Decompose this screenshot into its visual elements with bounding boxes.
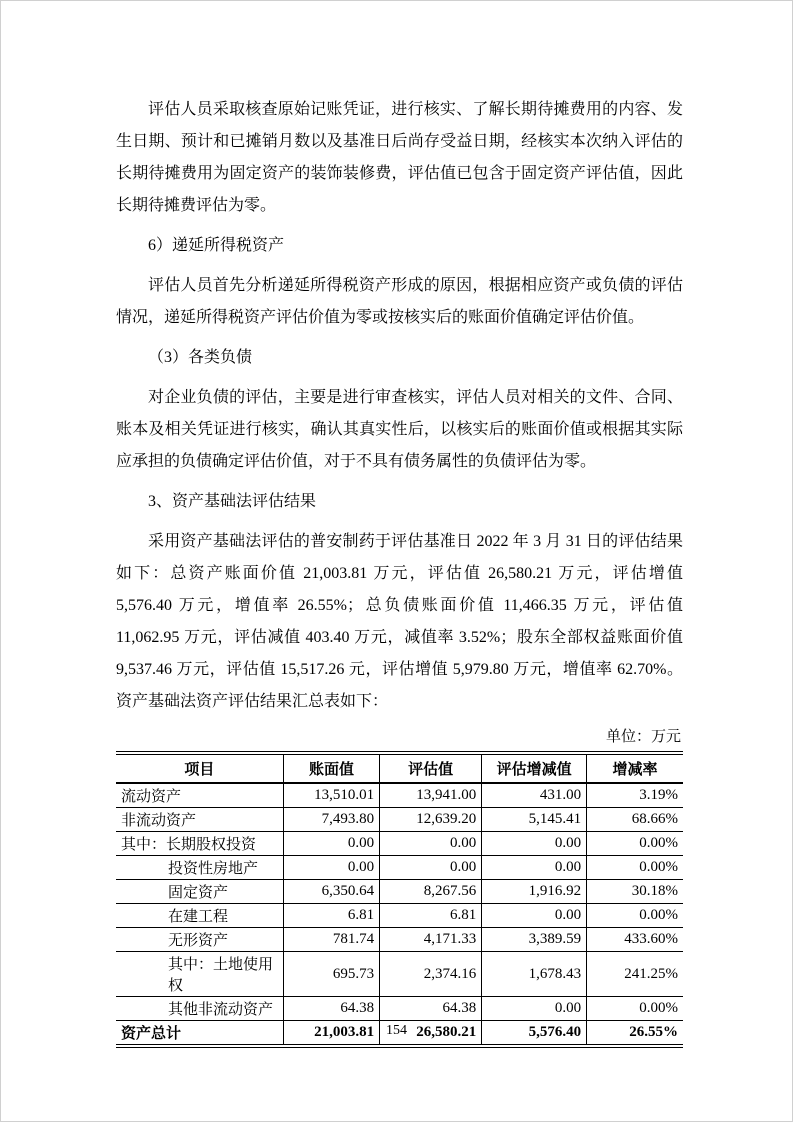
cell-item: 非流动资产 [116, 808, 283, 832]
cell-chg: 0.00 [482, 856, 587, 880]
asset-valuation-summary-table [116, 751, 683, 1048]
cell-rate: 3.19% [587, 783, 683, 808]
paragraph-asset-based-results: 采用资产基础法评估的普安制药于评估基准日 2022 年 3 月 31 日的评估结果如下：总资产账面价值 21,003.81 万元，评估值 26,580.21 万元，评估增值 5,576.40 万元，增值率 26.55%；总负债账面价值 11,466.35 万元，评估值 11,062.95 万元，评估减值 403.40 万元，减值率 3.52%；股东全部权益账面价值 9,537.46 万元，评估值 15,517.26 元，评估增值 5,979.80 万元，增值率 62.70%。资产基础法资产评估结果汇总表如下： [116, 533, 683, 710]
table-row-current-assets [116, 783, 683, 808]
cell-appr: 26,580.21 [380, 1021, 482, 1047]
header-book-value: 账面值 [283, 753, 379, 783]
page-content [116, 94, 683, 1048]
cell-chg: 0.00 [482, 997, 587, 1021]
cell-appr: 6.81 [380, 904, 482, 928]
paragraph-deferred-tax-assets: 评估人员首先分析递延所得税资产形成的原因，根据相应资产或负债的评估情况，递延所得税资产评估价值为零或按核实后的账面价值确定评估价值。 [116, 277, 683, 326]
cell-rate: 68.66% [587, 808, 683, 832]
cell-rate: 0.00% [587, 856, 683, 880]
cell-item: 其中：长期股权投资 [116, 832, 283, 856]
cell-book: 7,493.80 [283, 808, 379, 832]
cell-item: 投资性房地产 [116, 856, 283, 880]
table-row-fixed-assets [116, 880, 683, 904]
cell-chg: 1,916.92 [482, 880, 587, 904]
table-row-land-use-rights [116, 952, 683, 997]
header-item: 项目 [116, 753, 283, 783]
cell-book: 13,510.01 [283, 783, 379, 808]
table-row-other-noncurrent-assets [116, 997, 683, 1021]
table-row-long-term-equity-investment [116, 832, 683, 856]
cell-book: 6.81 [283, 904, 379, 928]
cell-appr: 2,374.16 [380, 952, 482, 997]
paragraph-prepaid-expenses: 评估人员采取核查原始记账凭证，进行核实、了解长期待摊费用的内容、发生日期、预计和已摊销月数以及基准日后尚存受益日期，经核实本次纳入评估的长期待摊费用为固定资产的装饰装修费，评估值已包含于固定资产评估值，因此长期待摊费评估为零。 [116, 101, 683, 214]
cell-book: 64.38 [283, 997, 379, 1021]
cell-appr: 0.00 [380, 832, 482, 856]
table-unit-label: 单位：万元 [605, 729, 681, 745]
header-change-rate: 增减率 [587, 753, 683, 783]
cell-chg: 431.00 [482, 783, 587, 808]
cell-appr: 8,267.56 [380, 880, 482, 904]
cell-chg: 3,389.59 [482, 928, 587, 952]
cell-book: 6,350.64 [283, 880, 379, 904]
cell-book: 695.73 [283, 952, 379, 997]
paragraph-liabilities-valuation: 对企业负债的评估，主要是进行审查核实，评估人员对相关的文件、合同、账本及相关凭证进行核实，确认其真实性后，以核实后的账面价值或根据其实际应承担的负债确定评估价值，对于不具有债务属性的负债评估为零。 [116, 389, 683, 470]
cell-appr: 4,171.33 [380, 928, 482, 952]
cell-rate: 26.55% [587, 1021, 683, 1047]
cell-rate: 241.25% [587, 952, 683, 997]
cell-chg: 5,145.41 [482, 808, 587, 832]
cell-appr: 64.38 [380, 997, 482, 1021]
cell-appr: 13,941.00 [380, 783, 482, 808]
heading-asset-based-results: 3、资产基础法评估结果 [148, 493, 317, 510]
cell-book: 21,003.81 [283, 1021, 379, 1047]
cell-item: 固定资产 [116, 880, 283, 904]
cell-book: 781.74 [283, 928, 379, 952]
cell-chg: 5,576.40 [482, 1021, 587, 1047]
cell-appr: 12,639.20 [380, 808, 482, 832]
cell-rate: 0.00% [587, 997, 683, 1021]
cell-item: 其中：土地使用权 [116, 952, 283, 997]
cell-chg: 0.00 [482, 904, 587, 928]
heading-deferred-tax-assets: 6）递延所得税资产 [148, 237, 285, 254]
cell-chg: 0.00 [482, 832, 587, 856]
table-header-row [116, 753, 683, 783]
header-value-change: 评估增减值 [482, 753, 587, 783]
cell-item: 其他非流动资产 [116, 997, 283, 1021]
cell-chg: 1,678.43 [482, 952, 587, 997]
page-number: 154 [386, 1023, 407, 1038]
table-row-investment-property [116, 856, 683, 880]
heading-liabilities: （3）各类负债 [148, 349, 253, 366]
header-appraised-value: 评估值 [380, 753, 482, 783]
cell-appr: 0.00 [380, 856, 482, 880]
cell-rate: 0.00% [587, 832, 683, 856]
cell-rate: 0.00% [587, 904, 683, 928]
cell-book: 0.00 [283, 856, 379, 880]
cell-rate: 30.18% [587, 880, 683, 904]
table-row-intangible-assets [116, 928, 683, 952]
table-row-noncurrent-assets [116, 808, 683, 832]
table-row-construction-in-progress [116, 904, 683, 928]
cell-item: 无形资产 [116, 928, 283, 952]
cell-rate: 433.60% [587, 928, 683, 952]
cell-book: 0.00 [283, 832, 379, 856]
cell-item: 流动资产 [116, 783, 283, 808]
cell-item: 在建工程 [116, 904, 283, 928]
cell-item: 资产总计 [116, 1021, 283, 1047]
